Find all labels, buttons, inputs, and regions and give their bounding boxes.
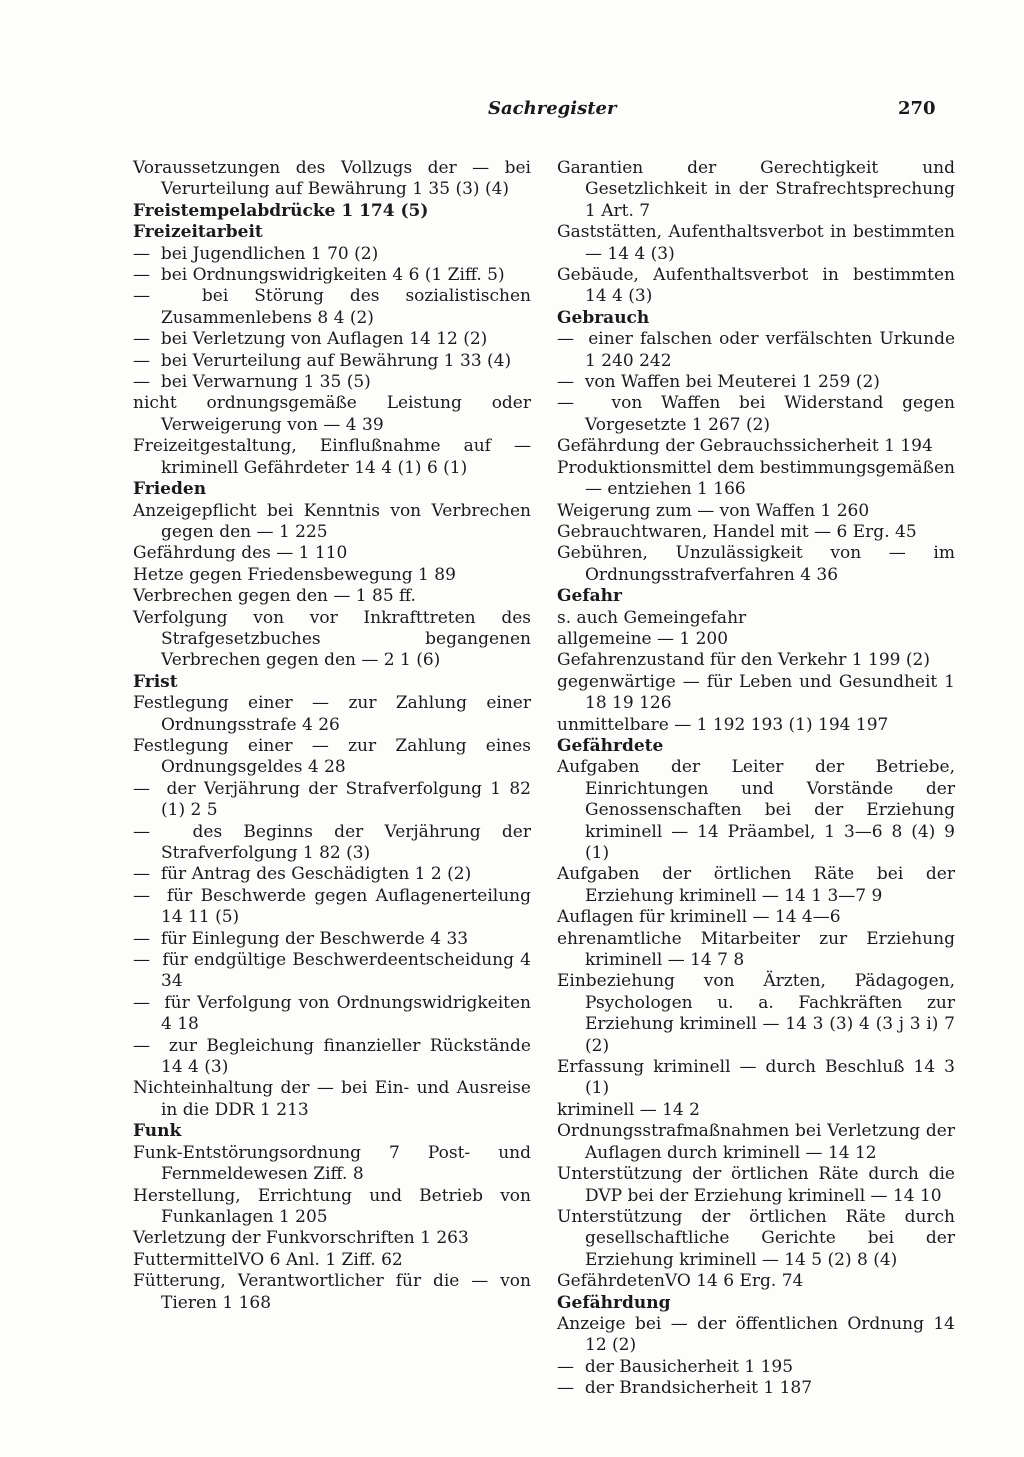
index-entry: Erfassung kriminell — durch Beschluß 14 3 (1): [557, 1057, 955, 1099]
index-entry: — für endgültige Beschwerdeentscheidung 4 34: [133, 950, 531, 993]
index-entry: unmittelbare — 1 192 193 (1) 194 197: [557, 714, 889, 735]
index-entry: Freistempelabdrücke 1 174 (5): [133, 200, 429, 221]
index-entry: — der Bausicherheit 1 195: [557, 1357, 955, 1378]
index-entry: GefährdetenVO 14 6 Erg. 74: [557, 1271, 804, 1292]
index-entry: — bei Verwarnung 1 35 (5): [133, 372, 531, 393]
index-entry: — bei Störung des sozialistischen Zusammenlebens 8 4 (2): [133, 286, 531, 329]
index-entry: Unterstützung der örtlichen Räte durch gesellschaftliche Gerichte bei der Erziehung kriminell — 14 5 (2) 8 (4): [557, 1206, 955, 1270]
index-entry: — für Antrag des Geschädigten 1 2 (2): [133, 864, 531, 885]
index-entry: Unterstützung der örtlichen Räte durch die DVP bei der Erziehung kriminell — 14 10: [557, 1164, 955, 1206]
index-entry: — bei Verurteilung auf Bewährung 1 33 (4): [133, 351, 531, 372]
index-entry: Gaststätten, Aufenthaltsverbot in bestimmten — 14 4 (3): [557, 222, 955, 264]
index-entry: Gefährdete: [557, 735, 664, 756]
index-entry: nicht ordnungsgemäße Leistung oder Verweigerung von — 4 39: [133, 393, 531, 435]
index-entry: ehrenamtliche Mitarbeiter zur Erziehung kriminell — 14 7 8: [557, 928, 955, 971]
index-entry: — einer falschen oder verfälschten Urkunde 1 240 242: [557, 329, 955, 372]
index-column-right: [557, 158, 955, 1400]
page-number: 270: [898, 98, 936, 119]
running-title: Sachregister: [488, 98, 617, 119]
index-entry: Gebäude, Aufenthaltsverbot in bestimmten 14 4 (3): [557, 265, 955, 307]
index-entry: Festlegung einer — zur Zahlung einer Ordnungsstrafe 4 26: [133, 693, 531, 735]
index-entry: — von Waffen bei Widerstand gegen Vorgesetzte 1 267 (2): [557, 393, 955, 436]
index-entry: Gebrauch: [557, 307, 650, 328]
index-entry: — für Beschwerde gegen Auflagenerteilung 14 11 (5): [133, 886, 531, 929]
index-entry: — bei Jugendlichen 1 70 (2): [133, 244, 531, 265]
index-entry: Nichteinhaltung der — bei Ein- und Ausreise in die DDR 1 213: [133, 1078, 531, 1120]
index-entry: Gefährdung der Gebrauchssicherheit 1 194: [557, 436, 933, 457]
index-entry: Ordnungsstrafmaßnahmen bei Verletzung der Auflagen durch kriminell — 14 12: [557, 1121, 955, 1163]
index-entry: — für Einlegung der Beschwerde 4 33: [133, 929, 531, 950]
index-entry: — bei Verletzung von Auflagen 14 12 (2): [133, 329, 531, 350]
index-entry: Gebühren, Unzulässigkeit von — im Ordnungsstrafverfahren 4 36: [557, 543, 955, 585]
index-entry: s. auch Gemeingefahr: [557, 607, 747, 628]
index-entry: Anzeigepflicht bei Kenntnis von Verbrechen gegen den — 1 225: [133, 500, 531, 542]
index-entry: Aufgaben der örtlichen Räte bei der Erziehung kriminell — 14 1 3—7 9: [557, 864, 955, 906]
index-entry: Hetze gegen Friedensbewegung 1 89: [133, 564, 456, 585]
index-entry: — von Waffen bei Meuterei 1 259 (2): [557, 372, 955, 393]
index-entry: Gefahrenzustand für den Verkehr 1 199 (2): [557, 650, 930, 671]
index-entry: Aufgaben der Leiter der Betriebe, Einrichtungen und Vorstände der Genossenschaften bei der Erziehung kriminell — 14 Präambel, 1 3—6 8 (4) 9 (1): [557, 757, 955, 863]
index-entry: — der Verjährung der Strafverfolgung 1 82 (1) 2 5: [133, 779, 531, 822]
index-entry: gegenwärtige — für Leben und Gesundheit 1 18 19 126: [557, 671, 955, 714]
index-entry: Verbrechen gegen den — 1 85 ff.: [133, 586, 416, 607]
index-entry: Frist: [133, 671, 178, 692]
index-entry: — bei Ordnungswidrigkeiten 4 6 (1 Ziff. 5): [133, 265, 531, 286]
index-entry: — der Brandsicherheit 1 187: [557, 1378, 955, 1399]
index-entry: Verfolgung von vor Inkrafttreten des Strafgesetzbuches begangenen Verbrechen gegen den — 2 1 (6): [133, 607, 531, 671]
index-entry: allgemeine — 1 200: [557, 628, 729, 649]
index-entry: Gebrauchtwaren, Handel mit — 6 Erg. 45: [557, 521, 917, 542]
index-entry: FuttermittelVO 6 Anl. 1 Ziff. 62: [133, 1249, 403, 1270]
index-entry: Gefährdung: [557, 1292, 671, 1313]
index-entry: Frieden: [133, 479, 207, 500]
index-entry: Gefahr: [557, 586, 622, 607]
index-entry: Weigerung zum — von Waffen 1 260: [557, 500, 870, 521]
index-entry: Auflagen für kriminell — 14 4—6: [557, 907, 841, 928]
index-entry: Festlegung einer — zur Zahlung eines Ordnungsgeldes 4 28: [133, 735, 531, 778]
index-entry: Funk: [133, 1121, 182, 1142]
index-entry: Freizeitgestaltung, Einflußnahme auf — kriminell Gefährdeter 14 4 (1) 6 (1): [133, 436, 531, 478]
index-entry: — des Beginns der Verjährung der Strafverfolgung 1 82 (3): [133, 822, 531, 865]
index-column-left: [133, 158, 531, 1314]
index-entry: Einbeziehung von Ärzten, Pädagogen, Psychologen u. a. Fachkräften zur Erziehung kriminell — 14 3 (3) 4 (3 j 3 i) 7 (2): [557, 971, 955, 1056]
index-entry: Herstellung, Errichtung und Betrieb von Funkanlagen 1 205: [133, 1185, 531, 1227]
index-entry: — für Verfolgung von Ordnungswidrigkeiten 4 18: [133, 993, 531, 1036]
index-entry: Verletzung der Funkvorschriften 1 263: [133, 1228, 469, 1249]
index-entry: Fütterung, Verantwortlicher für die — von Tieren 1 168: [133, 1271, 531, 1313]
index-entry: Freizeitarbeit: [133, 222, 263, 243]
index-entry: Garantien der Gerechtigkeit und Gesetzlichkeit in der Strafrechtsprechung 1 Art. 7: [557, 158, 955, 221]
index-entry: Anzeige bei — der öffentlichen Ordnung 14 12 (2): [557, 1313, 955, 1356]
index-entry: Funk-Entstörungsordnung 7 Post- und Fernmeldewesen Ziff. 8: [133, 1142, 531, 1185]
index-entry: Gefährdung des — 1 110: [133, 543, 348, 564]
index-entry: Produktionsmittel dem bestimmungsgemäßen — entziehen 1 166: [557, 457, 955, 500]
index-entry: Voraussetzungen des Vollzugs der — bei Verurteilung auf Bewährung 1 35 (3) (4): [133, 158, 531, 200]
index-entry: — zur Begleichung finanzieller Rückstände 14 4 (3): [133, 1036, 531, 1079]
index-entry: kriminell — 14 2: [557, 1099, 700, 1120]
